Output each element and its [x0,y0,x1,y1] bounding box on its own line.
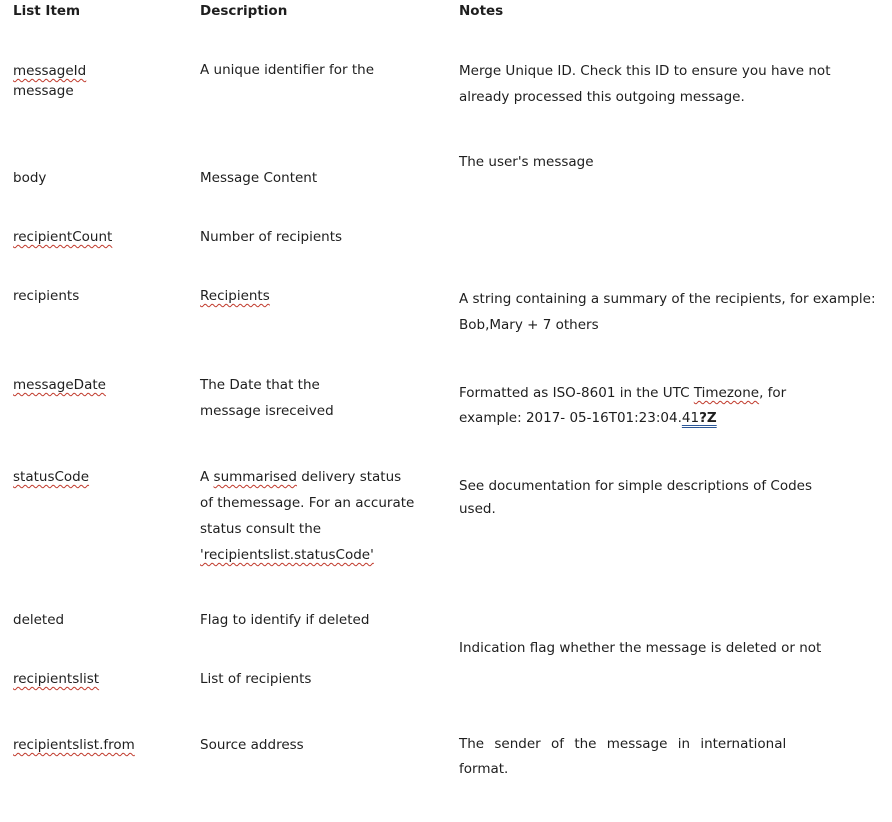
desc-statusCode-line1-c: delivery status [296,469,402,485]
item-body [13,170,183,186]
item-recipients-name: recipients [13,288,80,304]
notes-recipients-line2: Bob,Mary + 7 others [459,317,599,333]
item-recipientslist-from-name: recipientslist.from [13,737,135,753]
notes-messageDate-line1 [459,381,884,406]
notes-messageId-line2: already processed this outgoing message. [459,89,745,105]
item-recipientCount [13,229,183,245]
notes-recipientslist-from-line1: The sender of the message in international [459,736,787,752]
notes-messageId-line1: Merge Unique ID. Check this ID to ensure you have not [459,63,831,79]
item-deleted-name: deleted [13,612,65,628]
desc-deleted-text: Flag to identify if deleted [200,612,370,628]
notes-messageDate [459,381,884,431]
desc-statusCode-line2: of themessage. For an accurate [200,495,415,511]
desc-body-text: Message Content [200,170,318,186]
notes-messageDate-line2 [459,406,884,431]
desc-statusCode [200,464,440,568]
notes-statusCode-line1: See documentation for simple descriptions of Codes [459,478,812,494]
desc-statusCode-line1-a: A [200,469,214,485]
desc-messageDate-line1: The Date that the [200,377,320,393]
item-messageId-line2: message [13,83,74,99]
desc-recipientCount [200,229,440,245]
desc-messageId [200,62,440,78]
item-messageDate [13,377,183,393]
notes-messageDate-line1-c: , for [759,385,787,401]
item-statusCode-name: statusCode [13,469,90,485]
notes-recipients-line1: A string containing a summary of the recipients, for example: [459,291,876,307]
notes-messageDate-line2-a: example: 2017- 05-16T01:23:04. [459,410,682,426]
notes-messageDate-line2-c: ?Z [699,410,717,426]
notes-deleted [459,640,884,656]
item-recipientslist-name: recipientslist [13,671,100,687]
item-deleted [13,612,183,628]
notes-recipientslist-from [459,732,884,782]
header-list-item: List Item [13,3,81,19]
desc-recipientCount-text: Number of recipients [200,229,343,245]
notes-body-text: The user's message [459,154,594,170]
item-messageId-name: messageId [13,63,87,79]
notes-recipients [459,286,884,338]
desc-recipients-text: Recipients [200,288,270,304]
desc-messageDate [200,372,440,424]
desc-recipients [200,288,440,304]
desc-deleted [200,612,440,628]
desc-recipientslist-text: List of recipients [200,671,312,687]
desc-statusCode-line3: status consult the [200,521,322,537]
desc-statusCode-summarised: summarised [213,469,297,485]
notes-recipientslist-from-line2: format. [459,761,509,777]
item-recipientslist [13,671,183,687]
notes-messageDate-timezone: Timezone [693,385,760,401]
notes-messageDate-line2-b: 41 [681,410,700,426]
item-body-name: body [13,170,47,186]
item-messageId [13,61,183,101]
desc-body [200,170,440,186]
desc-statusCode-line4: 'recipientslist.statusCode' [200,547,374,563]
item-statusCode [13,469,183,485]
desc-messageDate-line2: message isreceived [200,403,334,419]
header-notes: Notes [459,3,504,19]
desc-messageId-text: A unique identifier for the [200,62,374,78]
desc-recipientslist [200,671,440,687]
desc-recipientslist-from [200,737,440,753]
notes-statusCode [459,475,884,521]
notes-deleted-text: Indication flag whether the message is deleted or not [459,640,822,656]
item-messageDate-name: messageDate [13,377,106,393]
notes-statusCode-line2: used. [459,501,496,517]
notes-messageDate-line1-a: Formatted as ISO-8601 in the UTC [459,385,694,401]
notes-messageId [459,58,884,110]
notes-body [459,154,884,170]
item-recipientCount-name: recipientCount [13,229,113,245]
header-description: Description [200,3,288,19]
desc-statusCode-line1 [200,464,440,490]
item-recipients [13,288,183,304]
item-recipientslist-from [13,737,183,753]
desc-recipientslist-from-text: Source address [200,737,304,753]
